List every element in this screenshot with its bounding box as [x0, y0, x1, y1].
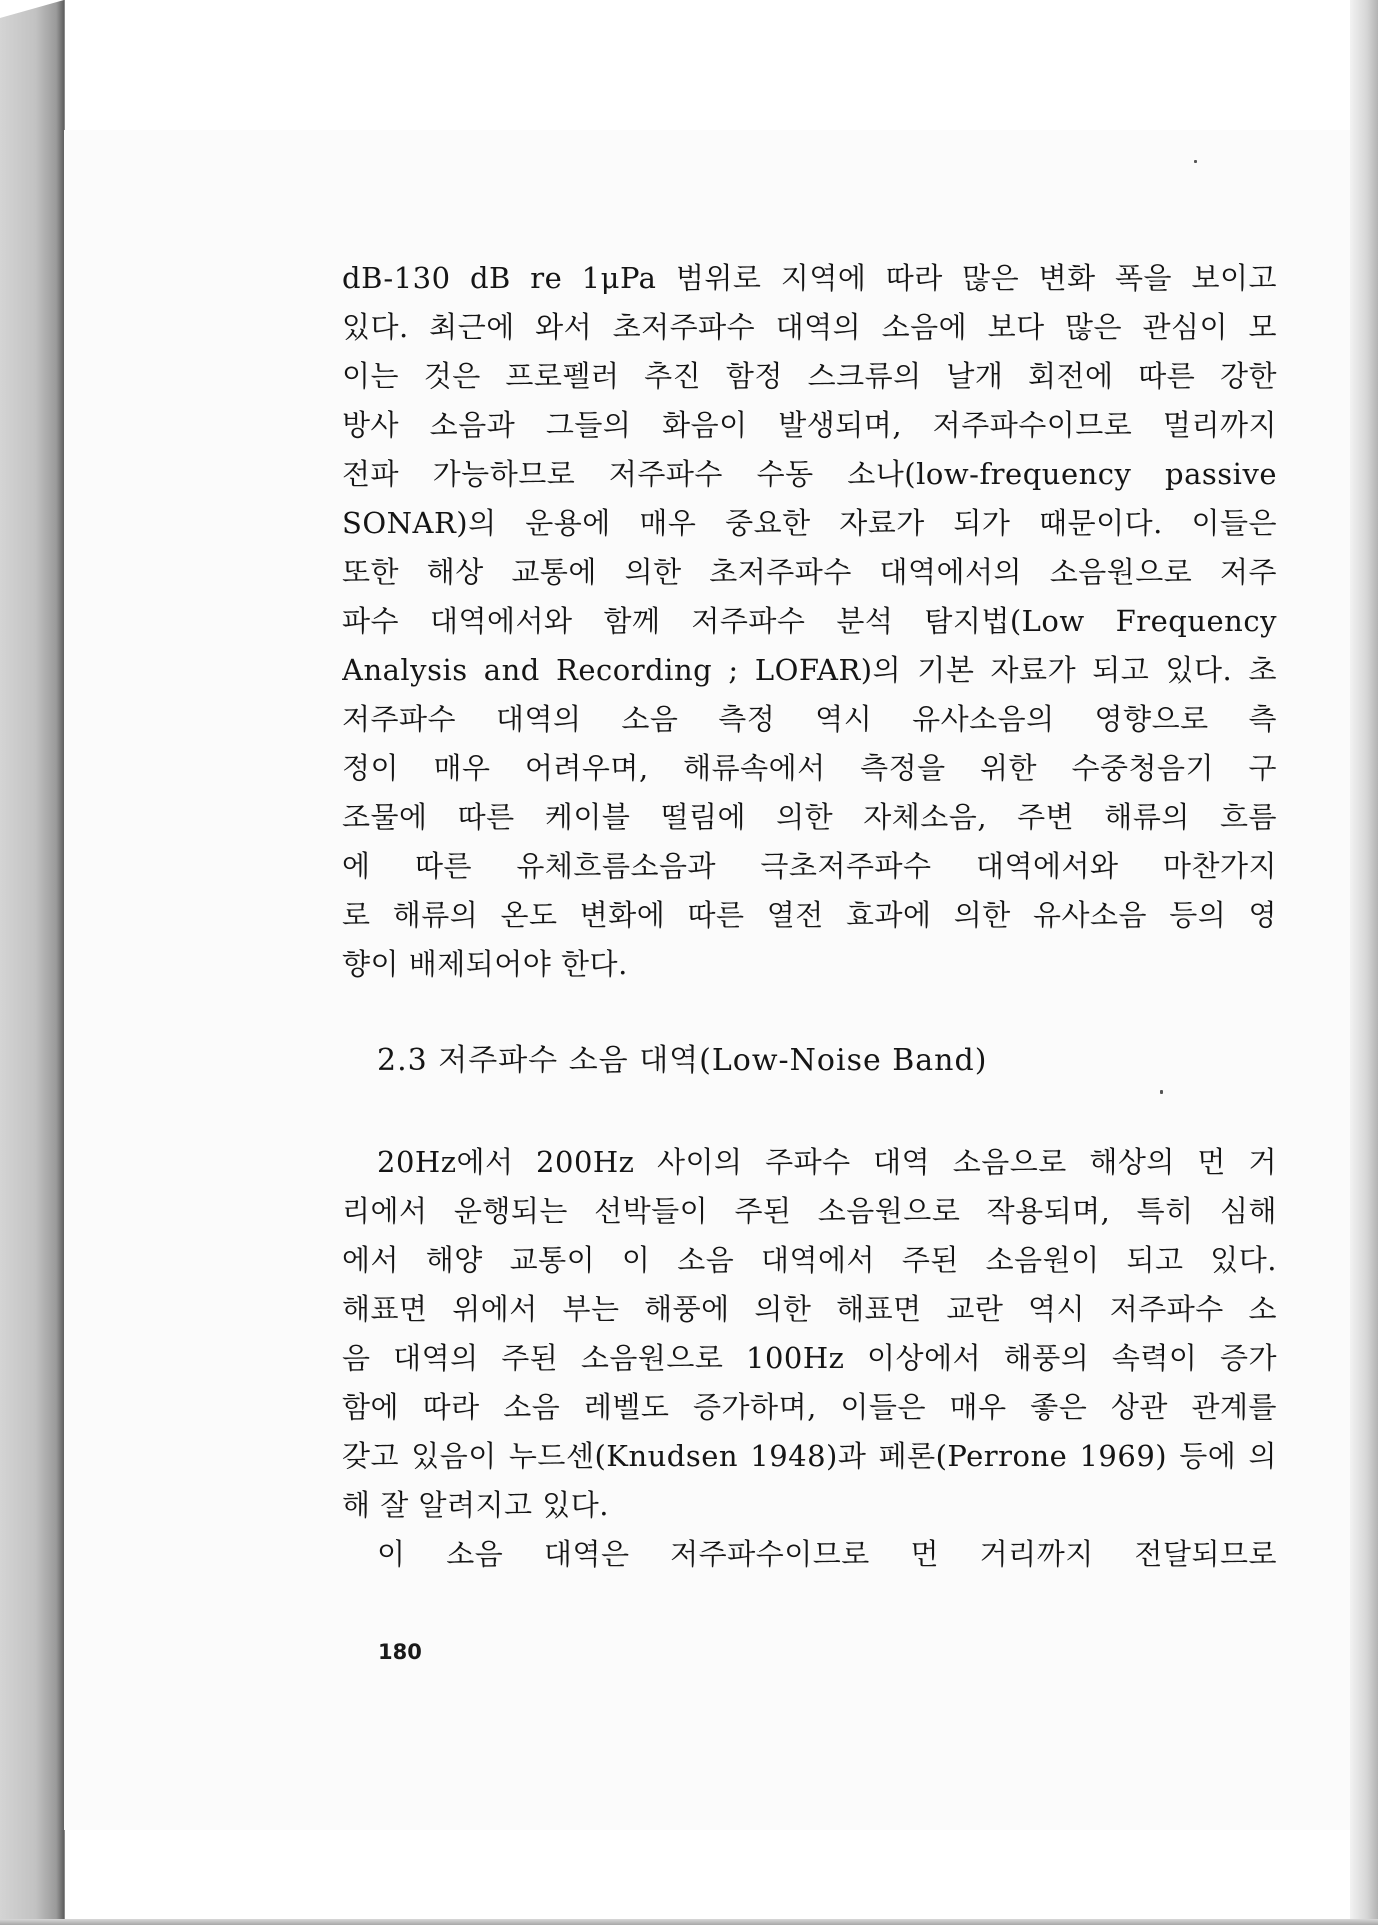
- text-line: SONAR)의 운용에 매우 중요한 자료가 되가 때문이다. 이들은: [342, 506, 1277, 540]
- text-line: 향이 배제되어야 한다.: [342, 947, 628, 981]
- page-number: 180: [378, 1640, 422, 1664]
- scan-speck: [1194, 160, 1197, 163]
- text-line: 있다. 최근에 와서 초저주파수 대역의 소음에 보다 많은 관심이 모: [342, 310, 1277, 344]
- book-corner-cap: [0, 0, 64, 18]
- text-line: 방사 소음과 그들의 화음이 발생되며, 저주파수이므로 멀리까지: [342, 408, 1277, 442]
- text-line: dB-130 dB re 1μPa 범위로 지역에 따라 많은 변화 폭을 보이고: [342, 261, 1277, 295]
- text-line: 정이 매우 어려우며, 해류속에서 측정을 위한 수중청음기 구: [342, 751, 1277, 785]
- book-bottom-edge: [0, 1919, 1378, 1925]
- book-left-edge: [0, 0, 64, 1925]
- text-line: 20Hz에서 200Hz 사이의 주파수 대역 소음으로 해상의 먼 거: [377, 1145, 1277, 1179]
- text-line: 파수 대역에서와 함께 저주파수 분석 탐지법(Low Frequency: [342, 604, 1277, 638]
- text-line: 로 해류의 온도 변화에 따른 열전 효과에 의한 유사소음 등의 영: [342, 898, 1277, 932]
- text-line: 이는 것은 프로펠러 추진 함정 스크류의 날개 회전에 따른 강한: [342, 359, 1277, 393]
- text-line: 에서 해양 교통이 이 소음 대역에서 주된 소음원이 되고 있다.: [342, 1243, 1277, 1277]
- text-line: 갖고 있음이 누드센(Knudsen 1948)과 페론(Perrone 1969) 등에 의: [342, 1439, 1277, 1473]
- text-line: 리에서 운행되는 선박들이 주된 소음원으로 작용되며, 특히 심해: [342, 1194, 1277, 1228]
- text-line: 조물에 따른 케이블 떨림에 의한 자체소음, 주변 해류의 흐름: [342, 800, 1277, 834]
- book-right-edge: [1350, 0, 1378, 1925]
- section-heading: 2.3 저주파수 소음 대역(Low-Noise Band): [377, 1043, 988, 1078]
- text-line: 전파 가능하므로 저주파수 수동 소나(low-frequency passive: [342, 457, 1277, 491]
- text-line: 이 소음 대역은 저주파수이므로 먼 거리까지 전달되므로: [377, 1537, 1277, 1571]
- text-line: 음 대역의 주된 소음원으로 100Hz 이상에서 해풍의 속력이 증가: [342, 1341, 1277, 1375]
- text-line: 함에 따라 소음 레벨도 증가하며, 이들은 매우 좋은 상관 관계를: [342, 1390, 1277, 1424]
- text-line: 저주파수 대역의 소음 측정 역시 유사소음의 영향으로 측: [342, 702, 1277, 736]
- text-line: 또한 해상 교통에 의한 초저주파수 대역에서의 소음원으로 저주: [342, 555, 1277, 589]
- text-line: 해표면 위에서 부는 해풍에 의한 해표면 교란 역시 저주파수 소: [342, 1292, 1277, 1326]
- text-line: Analysis and Recording ; LOFAR)의 기본 자료가 되고 있다. 초: [342, 653, 1277, 687]
- scan-speck: [1160, 1090, 1163, 1094]
- text-line: 해 잘 알려지고 있다.: [342, 1488, 609, 1522]
- page: [64, 0, 1350, 1919]
- text-line: 에 따른 유체흐름소음과 극초저주파수 대역에서와 마찬가지: [342, 849, 1277, 883]
